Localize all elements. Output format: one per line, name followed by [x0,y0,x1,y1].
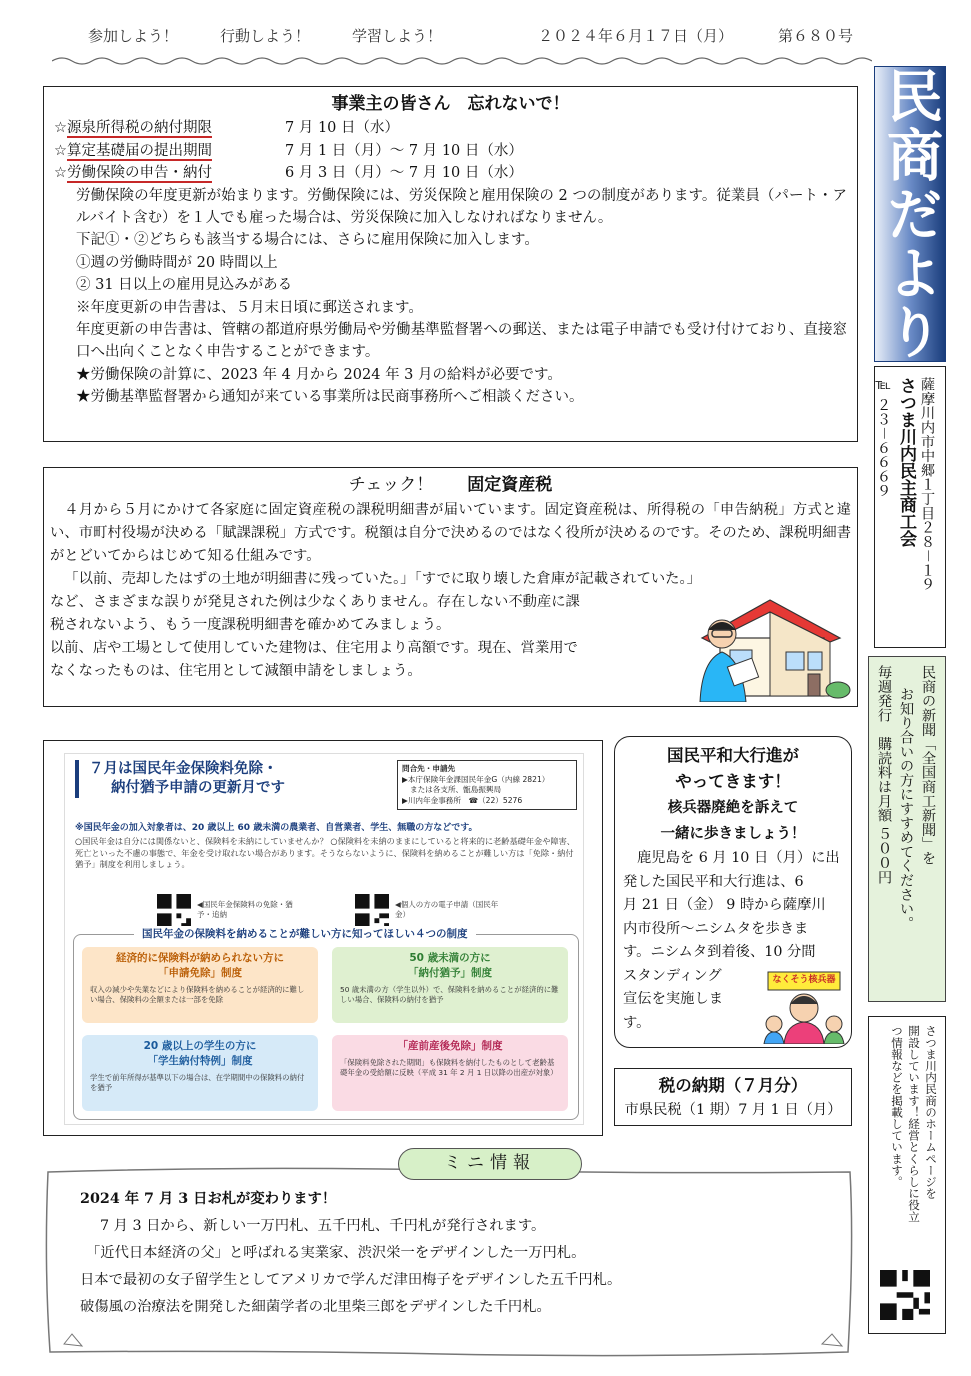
deadline-row: ☆労働保険の申告・納付 6 月 3 日（月）～ 7 月 10 日（水） [54,165,523,182]
article-title: やってきます！ [675,772,791,791]
paragraph: 「以前、売却したはずの土地が明細書に残っていた。」「すでに取り壊した倉庫が記載されていた。」 [64,571,701,587]
header-wavy-rule [52,54,872,68]
mini-line: 「近代日本経済の父」と呼ばれる実業家、渋沢栄一をデザインした一万円札。 [86,1245,586,1261]
paragraph: 下記①・②どちらも該当する場合には、さらに雇用保険に加入します。 [76,232,539,249]
qr-label: ◀個人の方の電子申請（国民年金） [395,900,499,919]
organization-name: さつま川内民主商工会 [896,377,916,547]
article-subtitle: 核兵器廃絶を訴えて [667,799,799,816]
mini-info-article [80,1186,840,1321]
note: ※年度更新の申告書は、５月末日頃に郵送されます。 [76,299,423,316]
notice-line: つ情報などを掲載しています。 [890,1025,904,1188]
system-card: 20 歳以上の学生の方に 「学生納付特例」制度 学生で前年所得が基準以下の場合は、在学期間中の保険料の納付を猶予 [82,1035,318,1111]
tax-due-box [614,1068,852,1126]
list-item: ② 31 日以上の雇用見込みがある [76,277,293,294]
tax-title: 税の納期（７月分） [658,1076,808,1095]
paragraph: 以前、店や工場として使用していた建物は、住宅用より高額です。現在、営業用で [50,640,578,656]
panel-title: 国民年金の保険料を納めることが難しい方に知ってほしい４つの制度 [134,926,476,941]
list-item: ①週の労働時間が 20 時間以上 [76,254,278,271]
march-flag-text: なくそう核兵器 [772,975,836,985]
newspaper-promo [868,656,946,1002]
mini-line: 破傷風の治療法を開発した細菌学者の北里柴三郎をデザインした千円札。 [80,1299,551,1315]
four-systems-panel [73,928,579,1120]
promo-line: 民商の新聞「全国商工新聞」を [920,665,936,866]
paragraph: ４月から５月にかけて各家庭に固定資産税の課税明細書が届いています。固定資産税は、所得税の「申告納税」方式と違い、市町村役場が決める「賦課課税」方式です。税額は自分で決めるのではなく役所が決めるのです。そのため、課税明細書がとどいてからはじめて知る仕組みです。 [50,502,851,564]
mini-line: 7 月 3 日から、新しい一万円札、五千円札、千円札が発行されます。 [100,1218,546,1234]
mini-heading: 2024 年 7 月 3 日お札が変わります！ [80,1191,337,1207]
newsletter-logo: 民商だより [878,66,943,362]
article-title: 事業主の皆さん 忘れないで！ [331,94,570,114]
system-card: 「産前産後免除」制度 「保険料免除された期間」も保険料を納付したものとして老齢基礎年金の受給額に反映（平成 31 年 2 月 1 日以降の出産が対象） [332,1035,568,1111]
body-line: 内市役所～ニシムタを歩きま [623,920,809,937]
telephone: ℡ ２３－６６６９ [875,377,891,498]
flyer-content [64,753,584,1125]
star-note: ★労働基準監督署から通知が来ている事業所は民商事務所へご相談ください。 [76,389,584,406]
issue-number: 第６８０号 [778,27,854,45]
flyer-body: ○国民年金は自分には関係ないと、保険料を未納にしていませんか？ ○保険料を未納のままにしていると将来的に老齢基礎年金や障害、死亡といった不慮の事態で、年金を受け取れない場合があります。そうならないように、保険料を納めることが難しい方は「免除・納付猶予」制度を利用しましょう。 [75,836,575,869]
system-card: 経済的に保険料が納められない方に 「申請免除」制度 収入の減少や失業などにより保険料を納めることが経済的に難しい場合、保険料の全額または一部を免除 [82,947,318,1023]
body-line: 月 21 日（金） 9 時から薩摩川 [623,897,826,913]
slogan-learn: 学習しよう！ [352,27,443,45]
paragraph: なくなったものは、住宅用として減額申請をしましょう。 [50,663,422,679]
qr-code[interactable] [355,894,389,928]
system-card: 50 歳未満の方に 「納付猶予」制度 50 歳未満の方（学生以外）で、保険料を納めることが経済的に難しい場合、保険料の納付を猶予 [332,947,568,1023]
qr-label: ◀国民年金保険料の免除・猶予・追納 [197,900,293,919]
promo-line: 毎週発行 購読料は月額 ５００円 [876,665,892,885]
mini-line: 日本で最初の女子留学生としてアメリカで学んだ津田梅子をデザインした五千円札。 [80,1272,622,1288]
notice-line: さつま川内民商のホームページを [924,1025,938,1199]
body-line: す。ニシムタ到着後、10 分間 [623,944,816,960]
issue-date: ２０２４年６月１７日（月） [538,27,734,45]
address: 薩摩川内市中郷１丁目２８－１９ [919,377,935,592]
qr-code[interactable] [157,894,191,928]
peace-march-illustration [762,970,846,1044]
body-line: スタンディング [623,967,722,984]
paragraph: など、さまざまな誤りが発見された例は少なくありません。存在しない不動産に課 [50,594,580,610]
flyer-title: ７月は国民年金保険料免除・ 納付猶予申請の更新月です [75,760,375,798]
organization-info [874,366,946,648]
article-subtitle: 一緒に歩きましょう！ [660,825,806,842]
employers-reminder-article [43,86,858,442]
flyer-contact: 問合先・申請先 ▶本庁保険年金課国民年金G（内線 2821） または各支所、甑島振興局 ▶川内年金事務所 ☎（22）5276 [397,760,577,810]
paragraph: 年度更新の申告書は、管轄の都道府県労働局や労働基準監督署への郵送、または電子申請でも受け付けており、直接窓口へ出向くことなく申告することができます。 [76,322,847,361]
star-note: ★労働保険の計算に、2023 年 4 月から 2024 年 3 月の給料が必要です。 [76,366,562,383]
deadline-row: ☆源泉所得税の納付期限 7 月 10 日（水） [54,120,400,137]
promo-line: お知り合いの方にすすめてください。 [898,687,914,931]
paragraph: 労働保険の年度更新が始まります。労働保険には、労災保険と雇用保険の 2 つの制度があります。従業員（パート・アルバイト含む）を１人でも雇った場合は、労災保険に加入しなければなりません。 [76,187,847,227]
house-inspection-illustration [690,590,852,702]
masthead-slogans [88,22,868,48]
paragraph: 税されないよう、もう一度課税明細書を確かめてみましょう。 [50,617,451,633]
notice-line: 開設しています！経営とくらしに役立 [907,1025,921,1223]
body-line: 鹿児島を 6 月 10 日（月）に出 [637,850,840,866]
article-title: チェック！ 固定資産税 [348,475,553,495]
slogan-participate: 参加しよう！ [88,27,179,45]
pension-flyer [43,740,603,1136]
deadline-row: ☆算定基礎届の提出期間 7 月 1 日（月）～ 7 月 10 日（水） [54,142,523,159]
tax-body: 市県民税（1 期）7 月 1 日（月） [624,1102,842,1118]
flyer-eligibility-note: ※国民年金の加入対象者は、20 歳以上 60 歳未満の農業者、自営業者、学生、無職の方などです。 [75,823,478,833]
mini-info-label: ミニ情報 [398,1148,582,1180]
article-title: 国民平和大行進が [667,746,799,765]
body-line: す。 [623,1014,651,1031]
body-line: 宣伝を実施しま [623,991,724,1007]
slogan-act: 行動しよう！ [220,27,311,45]
homepage-qr-code[interactable] [880,1270,930,1320]
body-line: 発した国民平和大行進は、6 [623,873,804,890]
